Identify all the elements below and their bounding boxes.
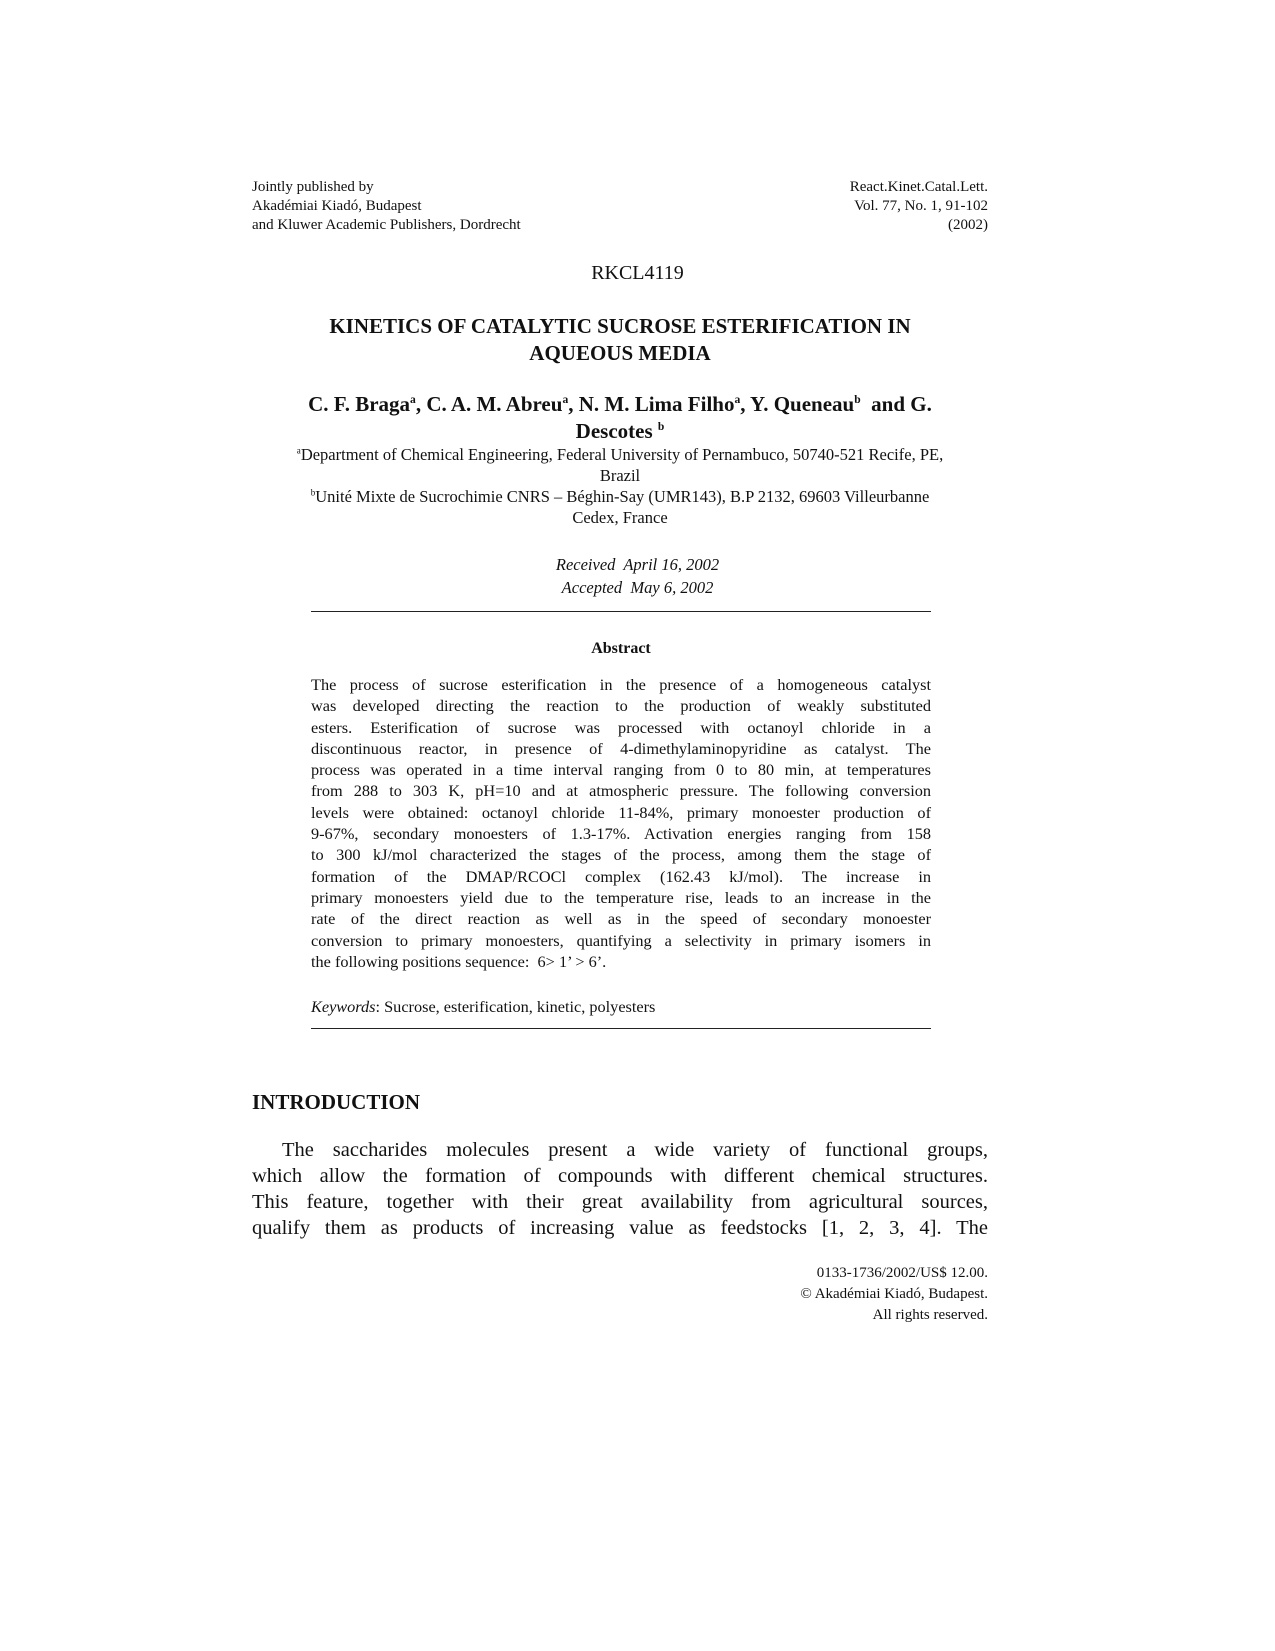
abstract-line: conversion to primary monoesters, quantifying a selectivity in primary isomers in <box>311 930 931 950</box>
copyright-footer <box>800 1263 988 1326</box>
author-name: and G. <box>860 392 932 416</box>
abstract-line: discontinuous reactor, in presence of 4-dimethylaminopyridine as catalyst. The <box>311 738 931 758</box>
affiliation-text: Unité Mixte de Sucrochimie CNRS – Béghin-Say (UMR143), B.P 2132, 69603 Villeurbanne <box>315 487 930 506</box>
affiliation-text: Cedex, France <box>572 508 668 527</box>
abstract-line: process was operated in a time interval ranging from 0 to 80 min, at temperatures <box>311 760 931 780</box>
intro-line: The saccharides molecules present a wide variety of functional groups, <box>282 1139 988 1161</box>
issn-price: 0133-1736/2002/US$ 12.00. <box>816 1265 988 1281</box>
affil-mark: a <box>296 445 301 456</box>
introduction-text <box>252 1137 988 1241</box>
abstract-line: to 300 kJ/mol characterized the stages of the process, among them the stage of <box>311 845 931 865</box>
article-code: RKCL4119 <box>591 262 684 284</box>
affiliation-b <box>240 486 1000 507</box>
author-name: , Y. Queneau <box>740 392 855 416</box>
affiliation-text: Brazil <box>599 466 641 485</box>
author-line <box>252 418 988 445</box>
journal-volume: Vol. 77, No. 1, 91-102 <box>854 198 988 214</box>
abstract-line: levels were obtained: octanoyl chloride 11-84%, primary monoester production of <box>311 802 931 822</box>
publisher-line: Jointly published by <box>252 179 374 195</box>
received-date: Received April 16, 2002 <box>555 555 720 574</box>
introduction-heading: INTRODUCTION <box>252 1090 421 1114</box>
affiliations <box>240 444 1000 528</box>
journal-year: (2002) <box>948 217 988 233</box>
copyright-holder: © Akadémiai Kiadó, Budapest. <box>800 1286 988 1302</box>
abstract-top-rule <box>311 611 931 612</box>
abstract-heading: Abstract <box>591 640 651 657</box>
abstract-bottom-rule <box>311 1028 931 1029</box>
abstract-line: from 288 to 303 K, pH=10 and at atmospheric pressure. The following conversion <box>311 781 931 801</box>
intro-line: which allow the formation of compounds with different chemical structures. <box>252 1165 988 1187</box>
author-affil-mark: b <box>854 394 861 406</box>
publisher-info <box>252 178 521 235</box>
affil-mark: b <box>310 487 316 498</box>
author-affil-mark: b <box>657 421 665 433</box>
title-line: AQUEOUS MEDIA <box>529 341 711 365</box>
author-affil-mark: a <box>410 394 416 406</box>
author-line <box>252 391 988 418</box>
abstract-line: The process of sucrose esterification in the presence of a homogeneous catalyst <box>311 675 931 694</box>
accepted-date: Accepted May 6, 2002 <box>561 578 714 597</box>
author-affil-mark: a <box>562 394 569 406</box>
keywords <box>311 997 931 1017</box>
author-name: Descotes <box>575 419 658 443</box>
journal-citation <box>850 178 988 235</box>
abstract-line: 9-67%, secondary monoesters of 1.3-17%. Activation energies ranging from 158 <box>311 824 931 844</box>
keywords-label: Keywords <box>311 997 376 1016</box>
abstract-line: esters. Esterification of sucrose was processed with octanoyl chloride in a <box>311 717 931 737</box>
title-line: KINETICS OF CATALYTIC SUCROSE ESTERIFICATION IN <box>329 314 911 338</box>
abstract-line: rate of the direct reaction as well as in the speed of secondary monoester <box>311 909 931 929</box>
affiliation-text: Department of Chemical Engineering, Federal University of Pernambuco, 50740-521 Recife, PE, <box>300 445 944 464</box>
intro-line: This feature, together with their great availability from agricultural sources, <box>252 1191 988 1213</box>
abstract-line: primary monoesters yield due to the temperature rise, leads to an increase in the <box>311 887 931 907</box>
abstract-line: the following positions sequence: 6> 1’ > 6’. <box>311 951 607 971</box>
paper-title <box>252 313 988 367</box>
affiliation-a <box>240 444 1000 465</box>
keywords-text: : Sucrose, esterification, kinetic, polyesters <box>375 997 656 1016</box>
abstract-line: formation of the DMAP/RCOCl complex (162.43 kJ/mol). The increase in <box>311 866 931 886</box>
rights-statement: All rights reserved. <box>872 1307 988 1323</box>
intro-line: qualify them as products of increasing value as feedstocks [1, 2, 3, 4]. The <box>252 1217 988 1239</box>
journal-name: React.Kinet.Catal.Lett. <box>849 179 988 195</box>
author-affil-mark: a <box>734 394 741 406</box>
author-name: C. F. Braga <box>308 392 411 416</box>
publisher-line: and Kluwer Academic Publishers, Dordrecht <box>252 217 521 233</box>
author-name: , N. M. Lima Filho <box>568 392 735 416</box>
publisher-line: Akadémiai Kiadó, Budapest <box>252 198 422 214</box>
abstract-line: was developed directing the reaction to the production of weakly substituted <box>311 696 931 716</box>
abstract-text <box>311 674 931 972</box>
submission-dates <box>0 553 1275 599</box>
author-name: , C. A. M. Abreu <box>415 392 563 416</box>
author-list <box>252 391 988 445</box>
